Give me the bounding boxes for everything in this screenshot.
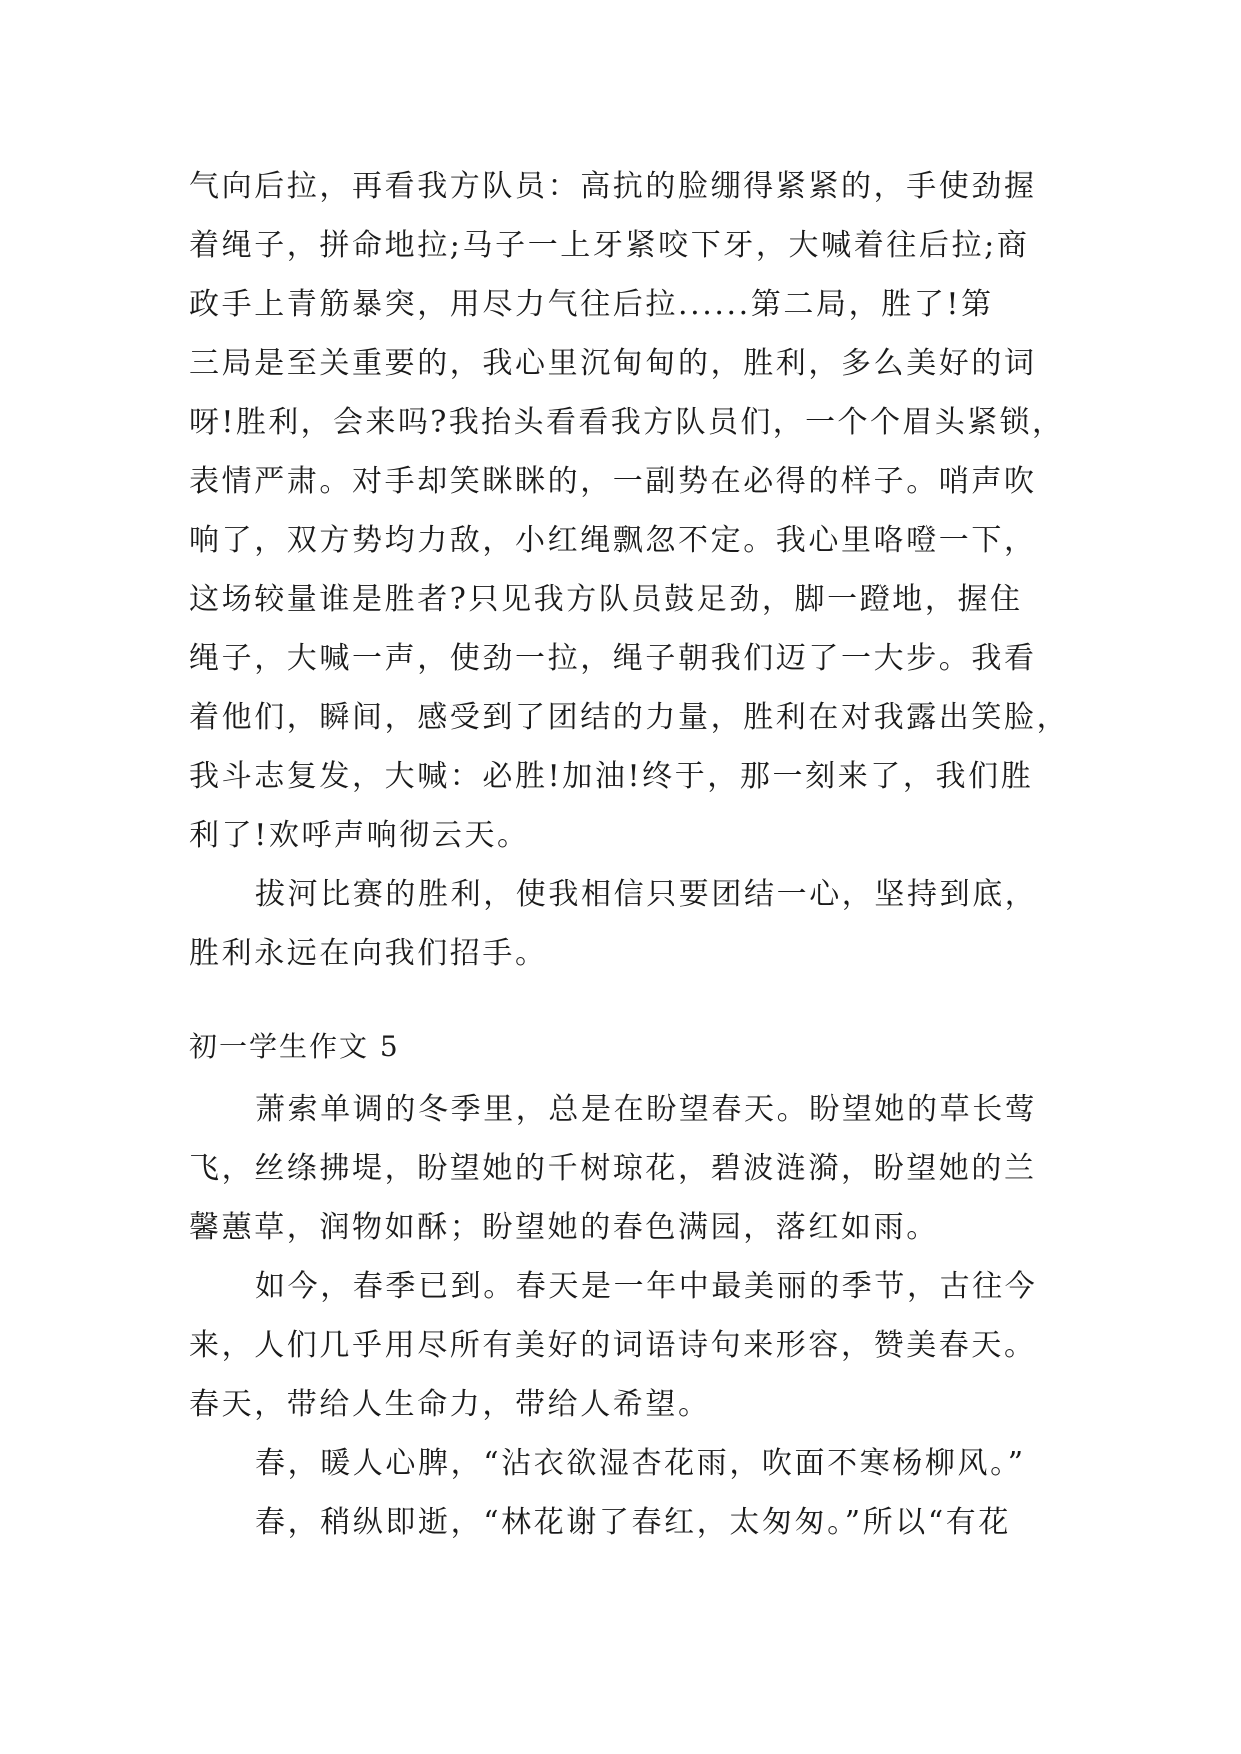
paragraph-line: 这场较量谁是胜者?只见我方队员鼓足劲，脚一蹬地，握住 [189, 582, 1023, 617]
paragraph-line: 三局是至关重要的，我心里沉甸甸的，胜利，多么美好的词 [189, 346, 1037, 381]
paragraph-line: 春天，带给人生命力，带给人希望。 [189, 1387, 711, 1422]
paragraph-line: 春，暖人心脾，“沾衣欲湿杏花雨，吹面不寒杨柳风。” [255, 1446, 1026, 1481]
paragraph-line: 表情严肃。对手却笑眯眯的，一副势在必得的样子。哨声吹 [189, 464, 1037, 499]
paragraph-line: 政手上青筋暴突，用尽力气往后拉......第二局，胜了!第 [189, 287, 994, 322]
essay-5-heading: 初一学生作文 5 [189, 1030, 400, 1063]
paragraph-line: 胜利永远在向我们招手。 [189, 936, 548, 971]
paragraph-line: 馨蕙草，润物如酥；盼望她的春色满园，落红如雨。 [189, 1210, 939, 1245]
paragraph-line: 春，稍纵即逝，“林花谢了春红，太匆匆。”所以“有花 [255, 1505, 1012, 1540]
paragraph-line: 如今，春季已到。春天是一年中最美丽的季节，古往今 [255, 1269, 1038, 1304]
paragraph-line: 呀!胜利，会来吗?我抬头看看我方队员们，一个个眉头紧锁， [189, 405, 1065, 440]
paragraph-line: 绳子，大喊一声，使劲一拉，绳子朝我们迈了一大步。我看 [189, 641, 1037, 676]
essay-5-body [189, 1080, 1069, 1552]
paragraph-line: 萧索单调的冬季里，总是在盼望春天。盼望她的草长莺 [255, 1092, 1038, 1127]
paragraph-line: 飞，丝绦拂堤，盼望她的千树琼花，碧波涟漪，盼望她的兰 [189, 1151, 1037, 1186]
paragraph-line: 来，人们几乎用尽所有美好的词语诗句来形容，赞美春天。 [189, 1328, 1037, 1363]
paragraph-line: 利了!欢呼声响彻云天。 [189, 818, 530, 853]
paragraph-line: 我斗志复发，大喊：必胜!加油!终于，那一刻来了，我们胜 [189, 759, 1034, 794]
paragraph-line: 响了，双方势均力敌，小红绳飘忽不定。我心里咯噔一下， [189, 523, 1037, 558]
paragraph-line: 着绳子，拼命地拉;马子一上牙紧咬下牙，大喊着往后拉;商 [189, 228, 1030, 263]
paragraph-line: 拔河比赛的胜利，使我相信只要团结一心，坚持到底， [255, 877, 1038, 912]
essay-4-tail [189, 157, 1069, 983]
paragraph-line: 气向后拉，再看我方队员：高抗的脸绷得紧紧的，手使劲握 [189, 169, 1037, 204]
paragraph-line: 着他们，瞬间，感受到了团结的力量，胜利在对我露出笑脸， [189, 700, 1070, 735]
